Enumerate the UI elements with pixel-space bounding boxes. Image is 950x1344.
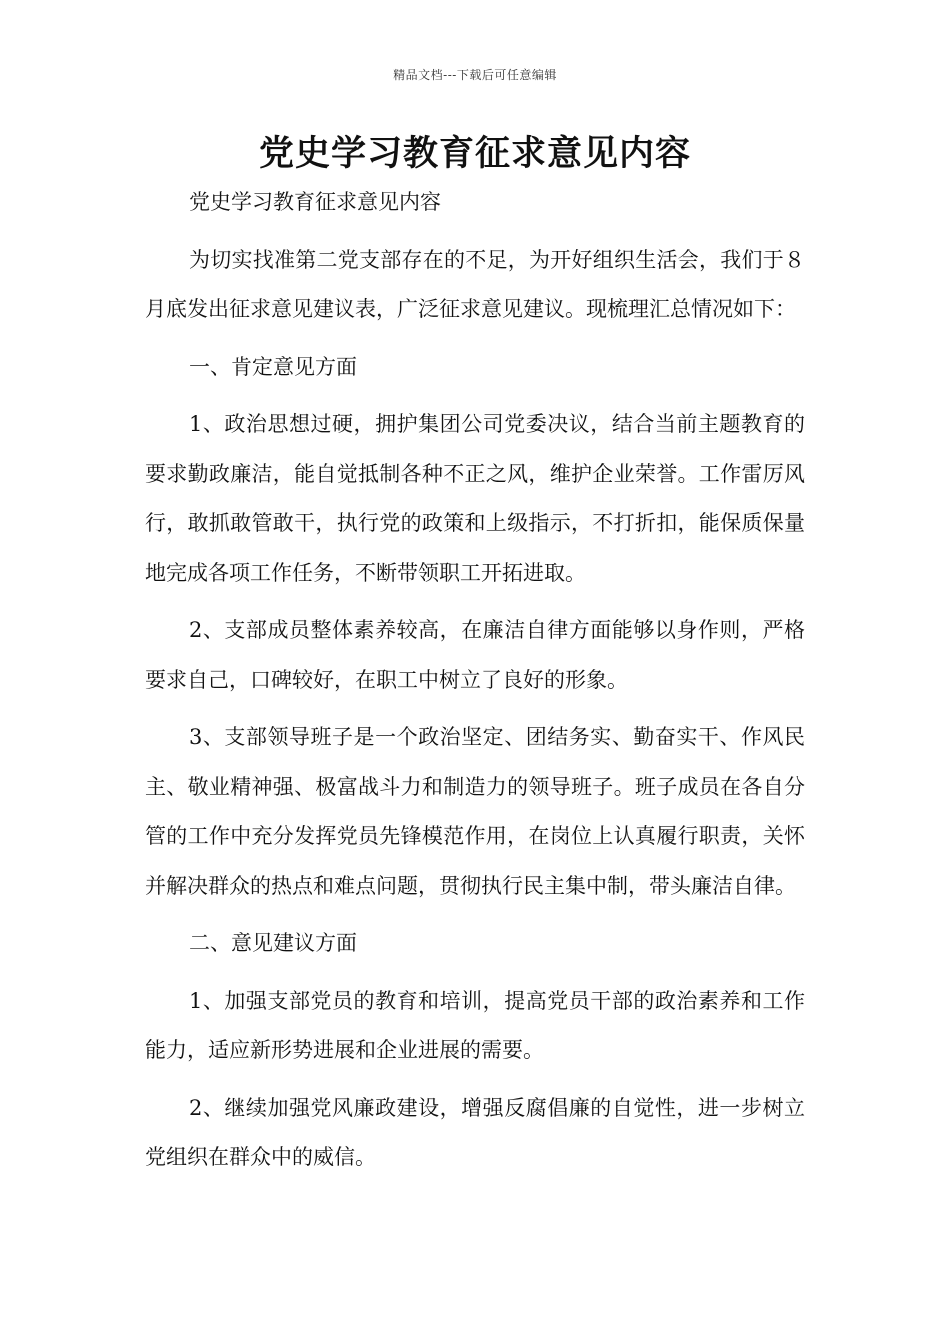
- paragraph-subtitle: 党史学习教育征求意见内容: [189, 190, 441, 214]
- section-heading-suggestions: 二、意见建议方面: [189, 931, 357, 955]
- document-body: [145, 178, 805, 1191]
- paragraph-suggestion-2: 2、继续加强党风廉政建设，增强反腐倡廉的自觉性，进一步树立党组织在群众中的威信。: [145, 1095, 805, 1169]
- paragraph-positive-3: 3、支部领导班子是一个政治坚定、团结务实、勤奋实干、作风民主、敬业精神强、极富战斗力和制造力的领导班子。班子成员在各自分管的工作中充分发挥党员先锋模范作用，在岗位上认真履行职责，关怀并解决群众的热点和难点问题，贯彻执行民主集中制，带头廉洁自律。: [145, 725, 805, 898]
- paragraph-intro: 为切实找准第二党支部存在的不足，为开好组织生活会，我们于８月底发出征求意见建议表，广泛征求意见建议。现梳理汇总情况如下：: [145, 247, 805, 321]
- section-heading-positive: 一、肯定意见方面: [189, 354, 357, 379]
- document-title: 党史学习教育征求意见内容: [258, 133, 691, 174]
- paragraph-positive-2: 2、支部成员整体素养较高，在廉洁自律方面能够以身作则，严格要求自己，口碑较好，在职工中树立了良好的形象。: [145, 618, 805, 692]
- paragraph-positive-1: 1、政治思想过硬，拥护集团公司党委决议，结合当前主题教育的要求勤政廉洁，能自觉抵制各种不正之风，维护企业荣誉。工作雷厉风行，敢抓敢管敢干，执行党的政策和上级指示，不打折扣，能保质保量地完成各项工作任务，不断带领职工开拓进取。: [145, 412, 805, 585]
- header-note: 精品文档---下载后可任意编辑: [393, 68, 557, 82]
- paragraph-suggestion-1: 1、加强支部党员的教育和培训，提高党员干部的政治素养和工作能力，适应新形势进展和企业进展的需要。: [145, 988, 805, 1062]
